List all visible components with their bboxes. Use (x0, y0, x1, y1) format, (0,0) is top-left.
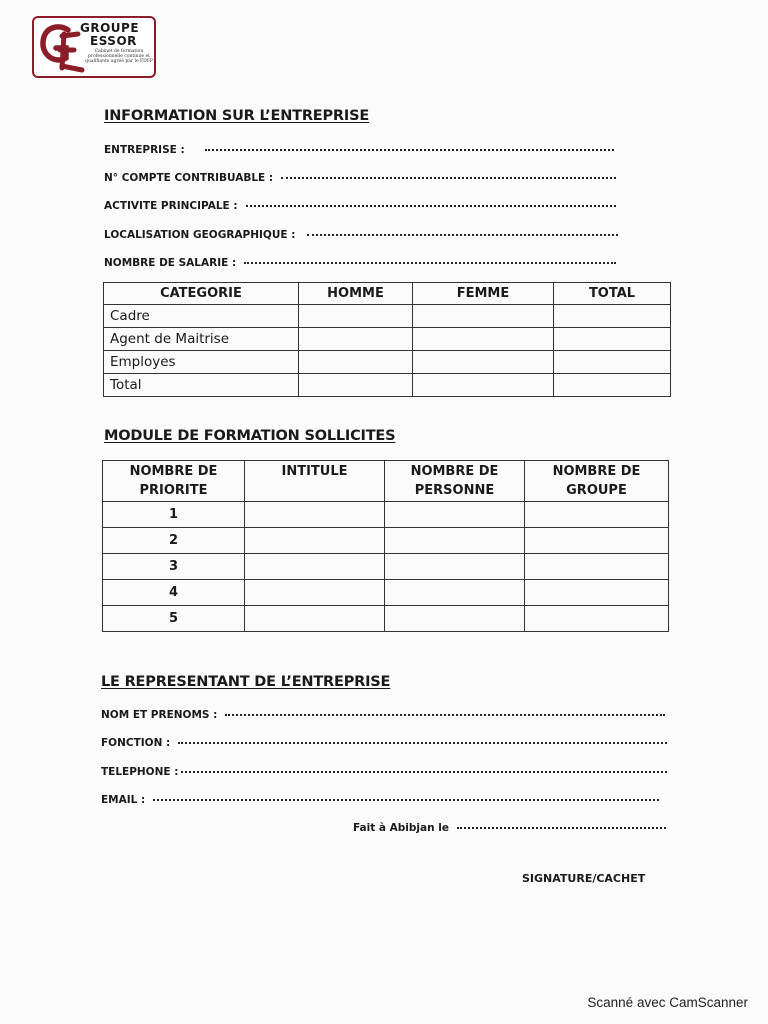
category-cell: Total (104, 374, 299, 397)
category-cell: Cadre (104, 305, 299, 328)
header-women: FEMME (413, 283, 554, 305)
header-people: NOMBRE DE PERSONNE (385, 461, 525, 502)
table-row (103, 528, 669, 554)
email-field[interactable] (101, 794, 659, 806)
fill-line[interactable] (457, 825, 666, 829)
field-label: EMAIL : (101, 794, 146, 806)
input-cell[interactable] (299, 374, 413, 397)
input-cell[interactable] (525, 606, 669, 632)
place-date-field[interactable] (353, 822, 666, 834)
header-groups: NOMBRE DE GROUPE (525, 461, 669, 502)
field-label: ENTREPRISE : (104, 144, 185, 156)
fill-line[interactable] (246, 203, 616, 207)
fill-line[interactable] (281, 175, 616, 179)
employee-count-field[interactable] (104, 257, 616, 269)
field-label: N° COMPTE CONTRIBUABLE : (104, 172, 274, 184)
scanner-watermark: Scanné avec CamScanner (587, 995, 748, 1010)
input-cell[interactable] (385, 554, 525, 580)
table-row (103, 580, 669, 606)
input-cell[interactable] (245, 502, 385, 528)
taxpayer-account-field[interactable] (104, 172, 616, 184)
input-cell[interactable] (299, 305, 413, 328)
input-cell[interactable] (299, 351, 413, 374)
input-cell[interactable] (413, 305, 554, 328)
input-cell[interactable] (413, 351, 554, 374)
table-row (104, 305, 671, 328)
table-row (103, 606, 669, 632)
priority-cell: 3 (103, 554, 245, 580)
input-cell[interactable] (554, 374, 671, 397)
fill-line[interactable] (225, 712, 665, 716)
input-cell[interactable] (554, 328, 671, 351)
header-title: INTITULE (245, 461, 385, 502)
priority-cell: 1 (103, 502, 245, 528)
signature-label: SIGNATURE/CACHET (522, 872, 646, 885)
table-row (104, 328, 671, 351)
field-label: TELEPHONE : (101, 766, 179, 778)
header-men: HOMME (299, 283, 413, 305)
field-label: NOMBRE DE SALARIE : (104, 257, 237, 269)
input-cell[interactable] (385, 528, 525, 554)
logo-tagline: Cabinet de formation professionnelle continue et qualifiante agréé par le FDFP (85, 49, 153, 64)
ge-monogram-icon (38, 22, 86, 74)
priority-cell: 5 (103, 606, 245, 632)
fill-line[interactable] (205, 147, 614, 151)
telephone-field[interactable] (101, 766, 667, 778)
field-label: LOCALISATION GEOGRAPHIQUE : (104, 229, 296, 241)
training-table (102, 460, 669, 632)
fill-line[interactable] (244, 260, 616, 264)
input-cell[interactable] (385, 606, 525, 632)
fill-line[interactable] (181, 769, 667, 773)
category-cell: Agent de Maitrise (104, 328, 299, 351)
position-field[interactable] (101, 737, 667, 749)
training-table-header (103, 461, 669, 502)
staff-table-header (104, 283, 671, 305)
company-section-title: INFORMATION SUR L’ENTREPRISE (104, 108, 370, 124)
logo-line-2: ESSOR (90, 34, 137, 48)
input-cell[interactable] (554, 351, 671, 374)
field-label: ACTIVITE PRINCIPALE : (104, 200, 238, 212)
geographic-location-field[interactable] (104, 229, 618, 241)
input-cell[interactable] (245, 554, 385, 580)
input-cell[interactable] (525, 554, 669, 580)
priority-cell: 2 (103, 528, 245, 554)
priority-cell: 4 (103, 580, 245, 606)
input-cell[interactable] (413, 374, 554, 397)
table-row (104, 351, 671, 374)
input-cell[interactable] (525, 502, 669, 528)
field-label: Fait à Abibjan le (353, 822, 449, 834)
input-cell[interactable] (245, 606, 385, 632)
company-logo (32, 16, 156, 78)
input-cell[interactable] (554, 305, 671, 328)
fill-line[interactable] (153, 797, 659, 801)
category-cell: Employes (104, 351, 299, 374)
input-cell[interactable] (299, 328, 413, 351)
input-cell[interactable] (245, 528, 385, 554)
logo-line-1: GROUPE (80, 21, 140, 35)
enterprise-field[interactable] (104, 144, 614, 156)
fill-line[interactable] (307, 232, 618, 236)
table-row (104, 374, 671, 397)
training-section-title: MODULE DE FORMATION SOLLICITES (104, 428, 396, 444)
table-row (103, 502, 669, 528)
input-cell[interactable] (525, 580, 669, 606)
main-activity-field[interactable] (104, 200, 616, 212)
input-cell[interactable] (385, 580, 525, 606)
header-category: CATEGORIE (104, 283, 299, 305)
table-row (103, 554, 669, 580)
full-name-field[interactable] (101, 709, 665, 721)
fill-line[interactable] (178, 740, 667, 744)
field-label: FONCTION : (101, 737, 171, 749)
input-cell[interactable] (385, 502, 525, 528)
header-total: TOTAL (554, 283, 671, 305)
input-cell[interactable] (245, 580, 385, 606)
field-label: NOM ET PRENOMS : (101, 709, 218, 721)
input-cell[interactable] (525, 528, 669, 554)
input-cell[interactable] (413, 328, 554, 351)
representative-section-title: LE REPRESENTANT DE L’ENTREPRISE (101, 674, 391, 690)
header-priority: NOMBRE DE PRIORITE (103, 461, 245, 502)
staff-table (103, 282, 671, 397)
